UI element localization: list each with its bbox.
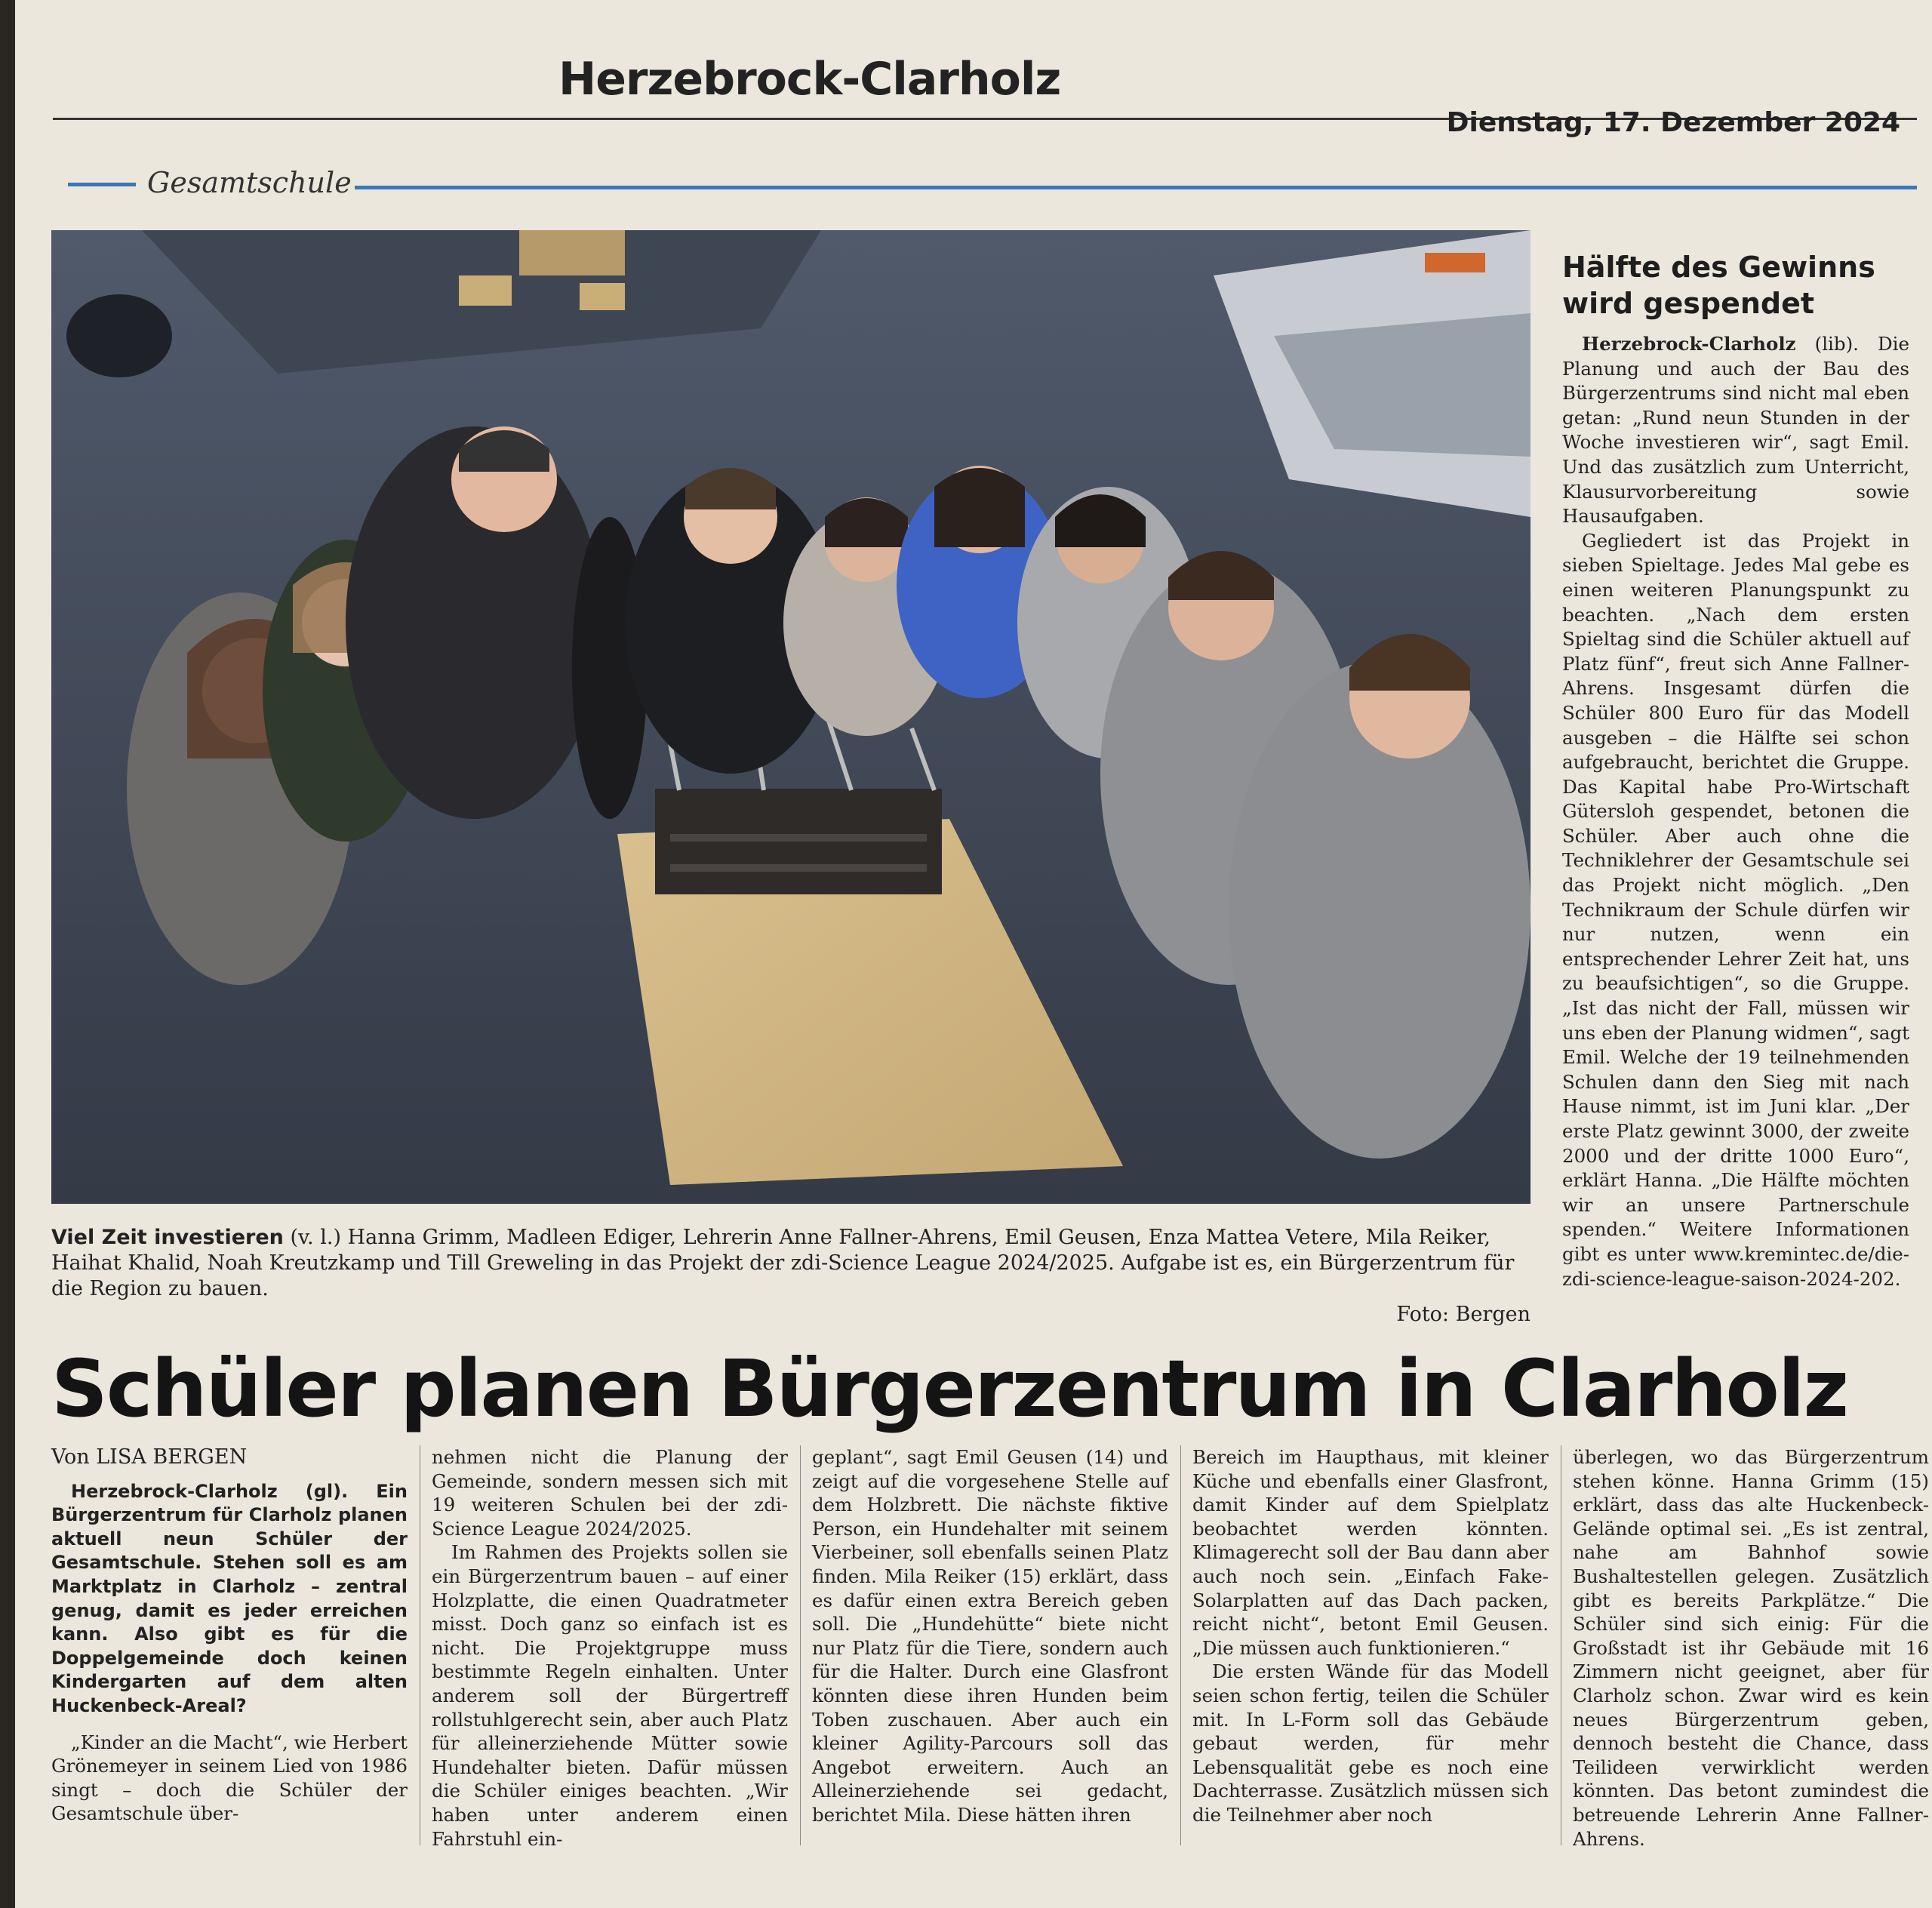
sidebar-paragraph-2: Gegliedert ist das Projekt in sieben Spieltage. Jedes Mal gebe es einen weiteren Planungspunkt zu beachten. „Nach dem ersten Spieltag sind die Schüler aktuell auf Platz fünf“, freut sich Anne Fallner-Ahrens. Insgesamt dürfen die Schüler 800 Euro für das Modell ausgeben – die Hälfte sei schon aufgebraucht, berichtet die Gruppe. Das Kapital habe Pro-Wirtschaft Gütersloh gespendet, betonen die Schüler. Aber auch ohne die Techniklehrer der Gesamtschule sei das Projekt nicht möglich. „Den Technikraum der Schule dürfen wir nur nutzen, wenn ein entsprechender Lehrer Zeit hat, uns zu beaufsichtigen“, so die Gruppe. „Ist das nicht der Fall, müssen wir uns eben der Planung widmen“, sagt Emil. Welche der 19 teilnehmenden Schulen dann den Sieg mit nach Hause nimmt, ist im Juni klar. „Der erste Platz gewinnt 3000, der zweite 2000 und der dritte 1000 Euro“, erklärt Hanna. „Die Hälfte möchten wir an unsere Partnerschule spenden.“ Weitere Informationen gibt es unter www.kremintec.de/die-zdi-science-league-saison-2024-202.	[1562, 529, 1909, 1290]
masthead-date: Dienstag, 17. Dezember 2024	[1446, 107, 1900, 138]
column-5	[1573, 1445, 1929, 1851]
sidebar-title: Hälfte des Gewinns wird gespendet	[1562, 251, 1875, 320]
masthead-city: Herzebrock-Clarholz	[558, 53, 1061, 106]
lead-text: Ein Bürgerzentrum für Clarholz planen aktuell neun Schüler der Gesamtschule. Stehen soll es am Marktplatz in Clarholz – zentral genug, damit es jeder erreichen kann. Also gibt es für die Doppelgemeinde doch keinen Kindergarten auf dem alten Huckenbeck-Areal?	[51, 1480, 408, 1716]
article-lead	[51, 1480, 408, 1719]
article-headline: Schüler planen Bürgerzentrum in Clarholz	[51, 1343, 1847, 1435]
lead-tag: (gl).	[277, 1480, 349, 1502]
lead-dateline: Herzebrock-Clarholz	[71, 1480, 278, 1502]
column-5-paragraph-1: überlegen, wo das Bürgerzentrum stehen könne. Hanna Grimm (15) erklärt, dass das alte Huckenbeck-Gelände optimal sei. „Es ist zentral, nahe am Bahnhof sowie Bushaltestellen gelegen. Zusätzlich gibt es bereits Parkplätze.“ Die Schüler sind sich einig: Für die Großstadt ist ihr Gebäude mit 16 Zimmern nicht geeignet, aber für Clarholz schon. Zwar wird es kein neues Bürgerzentrum geben, dennoch besteht die Chance, dass Teilideen verwirklicht werden könnten. Das betont zumindest die betreuende Lehrerin Anne Fallner-Ahrens.	[1573, 1446, 1929, 1850]
column-1-paragraph: „Kinder an die Macht“, wie Herbert Grönemeyer in seinem Lied von 1986 singt – doch die Schüler der Gesamtschule über-	[51, 1731, 408, 1825]
sidebar-p1-text: (lib). Die Planung und auch der Bau des Bürgerzentrums sind nicht mal eben getan: „Rund neun Stunden in der Woche investieren wir“, sagt Emil. Und das zusätzlich zum Unterricht, Klausurvorbereitung sowie Hausaufgaben.	[1562, 333, 1909, 528]
masthead	[15, 53, 1932, 138]
column-4-paragraph-2: Die ersten Wände für das Modell seien schon fertig, teilen die Schüler mit. In L-Form soll das Gebäude gebaut werden, für mehr Lebensqualität gebe es noch eine Dachterrasse. Zusätzlich müssen sich die Teilnehmer aber noch	[1192, 1660, 1549, 1826]
column-2	[432, 1445, 788, 1851]
caption-bold: Viel Zeit investieren	[51, 1226, 284, 1249]
byline: Von LISA BERGEN	[51, 1445, 248, 1469]
lead-paragraph	[51, 1480, 408, 1719]
newspaper-page	[15, 0, 1932, 1908]
column-1	[51, 1445, 408, 1826]
rubric-line-left	[68, 183, 136, 186]
sidebar-dateline: Herzebrock-Clarholz	[1582, 333, 1796, 355]
photo-caption	[51, 1225, 1531, 1328]
column-2-paragraph-2: Im Rahmen des Projekts sollen sie ein Bürgerzentrum bauen – auf einer Holzplatte, die einen Quadratmeter misst. Doch ganz so einfach ist es nicht. Die Projektgruppe muss bestimmte Regeln einhalten. Unter anderem soll der Bürgertreff rollstuhlgerecht sein, aber auch Platz für alleinerziehende Mütter sowie Hundehalter bieten. Dafür müssen die Schüler einiges beachten. „Wir haben unter anderem einen Fahrstuhl ein-	[432, 1541, 788, 1850]
article-columns	[51, 1445, 1929, 1898]
column-2-paragraph-1: nehmen nicht die Planung der Gemeinde, sondern messen sich mit 19 weiteren Schulen bei der zdi-Science League 2024/2025.	[432, 1446, 788, 1540]
photo-illustration	[51, 230, 1531, 1204]
sidebar-paragraph-1	[1562, 332, 1909, 529]
column-3-paragraph-1: geplant“, sagt Emil Geusen (14) und zeigt auf die vorgesehene Stelle auf dem Holzbrett. Die nächste fiktive Person, ein Hundehalter mit seinem Vierbeiner, soll ebenfalls seinen Platz finden. Mila Reiker (15) erklärt, dass es dafür einen extra Bereich geben soll. Die „Hundehütte“ biete nicht nur Platz für die Tiere, sondern auch für die Halter. Durch eine Glasfront könnten diese ihren Hunden beim Toben zuschauen. Aber auch ein kleiner Agility-Parcours soll das Angebot erweitern. Auch an Alleinerziehende sei gedacht, berichtet Mila. Diese hätten ihren	[812, 1446, 1168, 1826]
caption-text: (v. l.) Hanna Grimm, Madleen Ediger, Lehrerin Anne Fallner-Ahrens, Emil Geusen, Enza Mattea Vetere, Mila Reiker, Haihat Khalid, Noah Kreutzkamp und Till Greweling in das Projekt der zdi-Science League 2024/2025. Aufgabe ist es, ein Bürgerzentrum für die Region zu bauen.	[51, 1226, 1515, 1300]
rubric-label: Gesamtschule	[147, 166, 352, 199]
column-4-paragraph-1: Bereich im Haupthaus, mit kleiner Küche und ebenfalls einer Glasfront, damit Kinder auf dem Spielplatz beobachtet werden könnten. Klimagerecht soll der Bau dann aber auch noch sein. „Einfach Fake-Solarplatten auf das Dach packen, reicht nicht“, betont Emil Geusen. „Die müssen auch funktionieren.“	[1192, 1446, 1549, 1659]
column-separator	[800, 1445, 801, 1845]
article-photo	[51, 230, 1531, 1204]
column-3	[812, 1445, 1168, 1827]
column-separator	[1180, 1445, 1181, 1845]
column-4	[1192, 1445, 1549, 1827]
photo-credit: Foto: Bergen	[1396, 1303, 1531, 1326]
sidebar-body	[1562, 332, 1909, 1291]
section-rubric	[53, 166, 1917, 204]
rubric-line-right	[355, 186, 1917, 189]
sidebar-box	[1562, 249, 1909, 1291]
